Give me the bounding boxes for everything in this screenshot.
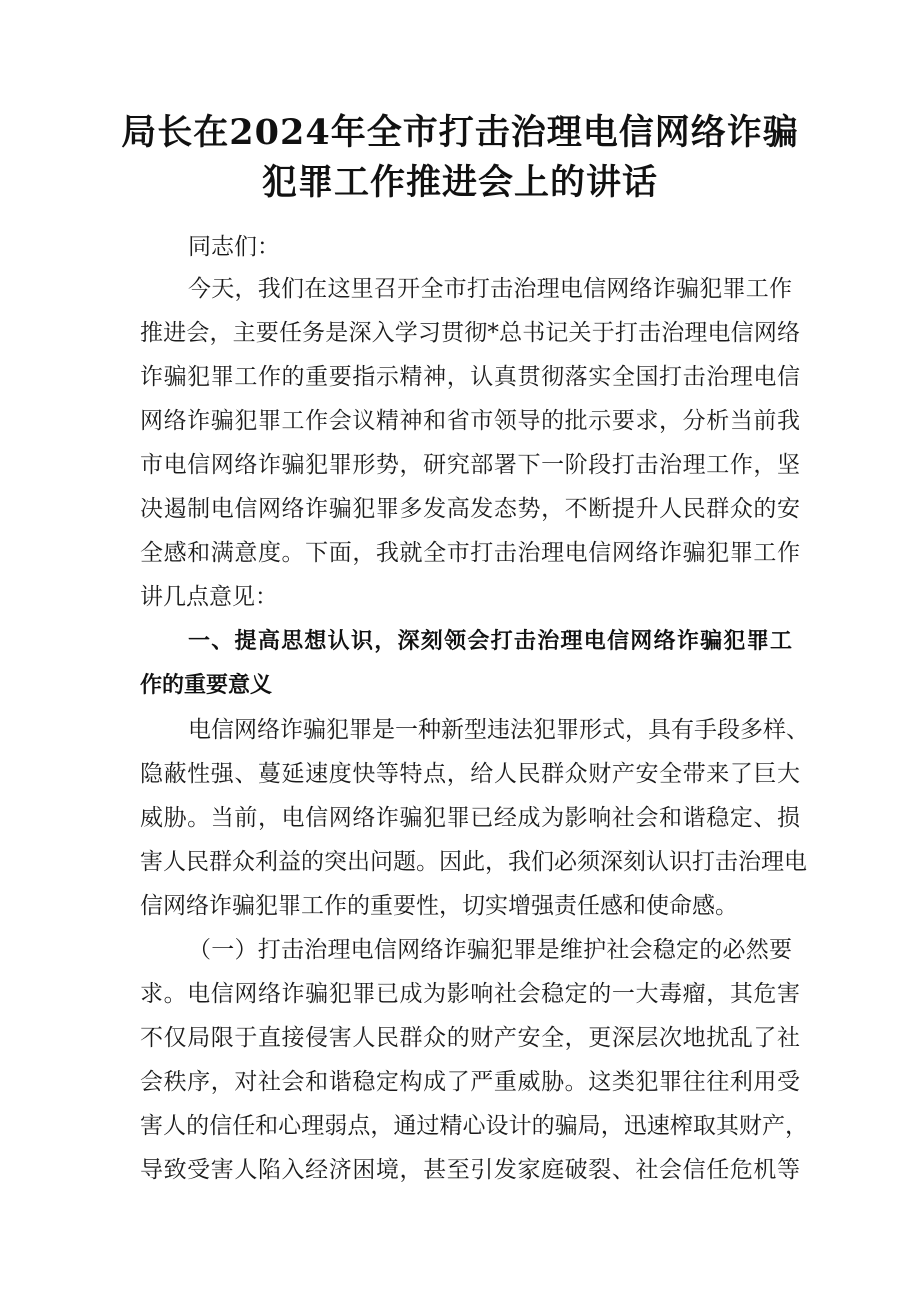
paragraph-3-line-3: 不仅局限于直接侵害人民群众的财产安全，更深层次地扰乱了社 <box>140 1025 800 1051</box>
document-title-line-2: 犯罪工作推进会上的讲话 <box>261 162 658 203</box>
paragraph-1-line-6: 决遏制电信网络诈骗犯罪多发高发态势，不断提升人民群众的安 <box>140 496 800 522</box>
paragraph-1-line-7: 全感和满意度。下面，我就全市打击治理电信网络诈骗犯罪工作 <box>140 540 800 566</box>
section-heading-1-line-2: 作的重要意义 <box>140 673 273 698</box>
paragraph-3-line-6: 导致受害人陷入经济困境，甚至引发家庭破裂、社会信任危机等 <box>140 1157 800 1183</box>
paragraph-3-line-5: 害人的信任和心理弱点，通过精心设计的骗局，迅速榨取其财产， <box>140 1113 808 1139</box>
paragraph-2-line-2: 隐蔽性强、蔓延速度快等特点，给人民群众财产安全带来了巨大 <box>140 761 800 787</box>
paragraph-3-line-1: （一）打击治理电信网络诈骗犯罪是维护社会稳定的必然要 <box>188 937 792 963</box>
document-title-line-1: 局长在2024年全市打击治理电信网络诈骗 <box>121 112 799 153</box>
section-heading-1-line-1: 一、提高思想认识，深刻领会打击治理电信网络诈骗犯罪工 <box>188 629 792 654</box>
paragraph-1-line-1: 今天，我们在这里召开全市打击治理电信网络诈骗犯罪工作 <box>188 276 792 302</box>
paragraph-1-line-4: 网络诈骗犯罪工作会议精神和省市领导的批示要求，分析当前我 <box>140 408 800 434</box>
paragraph-3-line-4: 会秩序，对社会和谐稳定构成了严重威胁。这类犯罪往往利用受 <box>140 1069 800 1095</box>
paragraph-1-line-2: 推进会，主要任务是深入学习贯彻*总书记关于打击治理电信网络 <box>140 320 800 346</box>
paragraph-1-line-8: 讲几点意见： <box>140 584 278 610</box>
paragraph-1-line-3: 诈骗犯罪工作的重要指示精神，认真贯彻落实全国打击治理电信 <box>140 364 800 390</box>
paragraph-2-line-5: 信网络诈骗犯罪工作的重要性，切实增强责任感和使命感。 <box>140 893 738 919</box>
paragraph-3-line-2: 求。电信网络诈骗犯罪已成为影响社会稳定的一大毒瘤，其危害 <box>140 981 800 1007</box>
paragraph-2-line-3: 威胁。当前，电信网络诈骗犯罪已经成为影响社会和谐稳定、损 <box>140 805 800 831</box>
salutation: 同志们： <box>188 234 280 260</box>
paragraph-1-line-5: 市电信网络诈骗犯罪形势，研究部署下一阶段打击治理工作，坚 <box>140 452 800 478</box>
paragraph-2-line-1: 电信网络诈骗犯罪是一种新型违法犯罪形式，具有手段多样、 <box>188 717 809 743</box>
paragraph-2-line-4: 害人民群众利益的突出问题。因此，我们必须深刻认识打击治理电 <box>140 849 807 875</box>
